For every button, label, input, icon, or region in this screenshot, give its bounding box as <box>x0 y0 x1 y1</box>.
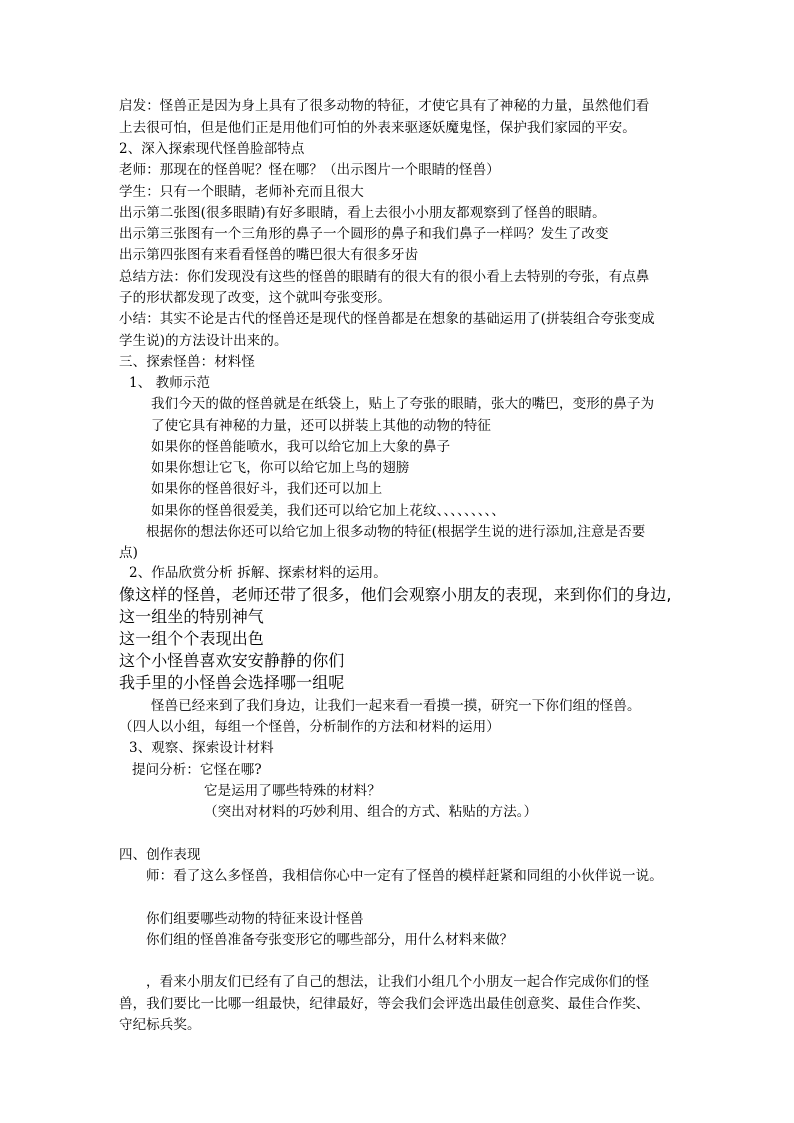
text-line: 了使它具有神秘的力量，还可以拼装上其他的动物的特征 <box>151 418 491 434</box>
text-line: 小结：其实不论是古代的怪兽还是现代的怪兽都是在想象的基础运用了(拼装组合夸张变成 <box>119 311 655 327</box>
text-line: 子的形状都发现了改变，这个就叫夸张变形。 <box>119 290 391 306</box>
text-line: 出示第四张图有来看看怪兽的嘴巴很大有很多牙齿 <box>119 247 419 263</box>
text-line: 这一组坐的特别神气 <box>119 607 264 626</box>
text-line: 守纪标兵奖。 <box>119 1017 201 1033</box>
text-line: 它是运用了哪些特殊的材料？ <box>204 783 381 799</box>
text-line: 出示第三张图有一个三角形的鼻子一个圆形的鼻子和我们鼻子一样吗？发生了改变 <box>119 226 609 242</box>
text-line: 总结方法：你们发现没有这些的怪兽的眼睛有的很大有的很小看上去特别的夸张，有点鼻 <box>119 269 650 285</box>
section-heading: 三、探索怪兽：材料怪 <box>119 354 255 370</box>
text-line: 像这样的怪兽，老师还带了很多，他们会观察小朋友的表现，来到你们的身边, <box>119 585 672 604</box>
text-line: 怪兽已经来到了我们身边，让我们一起来看一看摸一摸，研究一下你们组的怪兽。 <box>151 698 641 714</box>
text-line: 如果你的怪兽能喷水，我可以给它加上大象的鼻子 <box>151 439 451 455</box>
text-line: 师：看了这么多怪兽，我相信你心中一定有了怪兽的模样赶紧和同组的小伙伴说一说。 <box>146 868 663 884</box>
text-line: 如果你的怪兽很好斗，我们还可以加上 <box>151 481 383 497</box>
text-line: ，看来小朋友们已经有了自己的想法，让我们小组几个小朋友一起合作完成你们的怪 <box>146 974 650 990</box>
subsection-heading: 2、作品欣赏分析 拆解、探索材料的运用。 <box>129 565 387 581</box>
text-line: 出示第二张图(很多眼睛)有好多眼睛，看上去很小小朋友都观察到了怪兽的眼睛。 <box>119 205 606 221</box>
text-line: 兽，我们要比一比哪一组最快，纪律最好，等会我们会评选出最佳创意奖、最佳合作奖、 <box>119 996 650 1012</box>
subsection-heading: 1、 教师示范 <box>129 375 211 391</box>
text-line: 提问分析：它怪在哪? <box>132 762 262 778</box>
section-heading: 四、创作表现 <box>119 847 201 863</box>
text-line: 我们今天的做的怪兽就是在纸袋上，贴上了夸张的眼睛，张大的嘴巴，变形的鼻子为 <box>151 396 655 412</box>
text-line: 如果你想让它飞，你可以给它加上鸟的翅膀 <box>151 460 410 476</box>
text-line: 这一组个个表现出色 <box>119 629 264 648</box>
section-heading: 2、深入探索现代怪兽脸部特点 <box>119 141 305 157</box>
text-line: 我手里的小怪兽会选择哪一组呢 <box>119 673 345 692</box>
text-line: 学生说)的方法设计出来的。 <box>119 333 288 349</box>
text-line: 如果你的怪兽很爱美，我们还可以给它加上花纹、、、、、、、、、 <box>151 503 505 519</box>
text-line: 这个小怪兽喜欢安安静静的你们 <box>119 651 345 670</box>
text-line: （突出对材料的巧妙利用、组合的方式、粘贴的方法。） <box>204 804 538 820</box>
text-line: 你们组的怪兽准备夸张变形它的哪些部分，用什么材料来做？ <box>146 932 514 948</box>
text-line: 点) <box>119 545 138 561</box>
text-line: 上去很可怕，但是他们正是用他们可怕的外表来驱逐妖魔鬼怪，保护我们家园的平安。 <box>119 120 636 136</box>
text-line: 学生：只有一个眼睛，老师补充而且很大 <box>119 184 364 200</box>
text-line: 老师：那现在的怪兽呢？怪在哪？（出示图片一个眼睛的怪兽） <box>119 162 500 178</box>
text-line: 你们组要哪些动物的特征来设计怪兽 <box>146 911 364 927</box>
subsection-heading: 3、观察、探索设计材料 <box>129 740 274 756</box>
text-line: 启发：怪兽正是因为身上具有了很多动物的特征，才使它具有了神秘的力量，虽然他们看 <box>119 98 650 114</box>
text-line: （四人以小组，每组一个怪兽，分析制作的方法和材料的运用） <box>119 719 500 735</box>
text-line: 根据你的想法你还可以给它加上很多动物的特征(根据学生说的进行添加,注意是否要 <box>146 524 646 540</box>
